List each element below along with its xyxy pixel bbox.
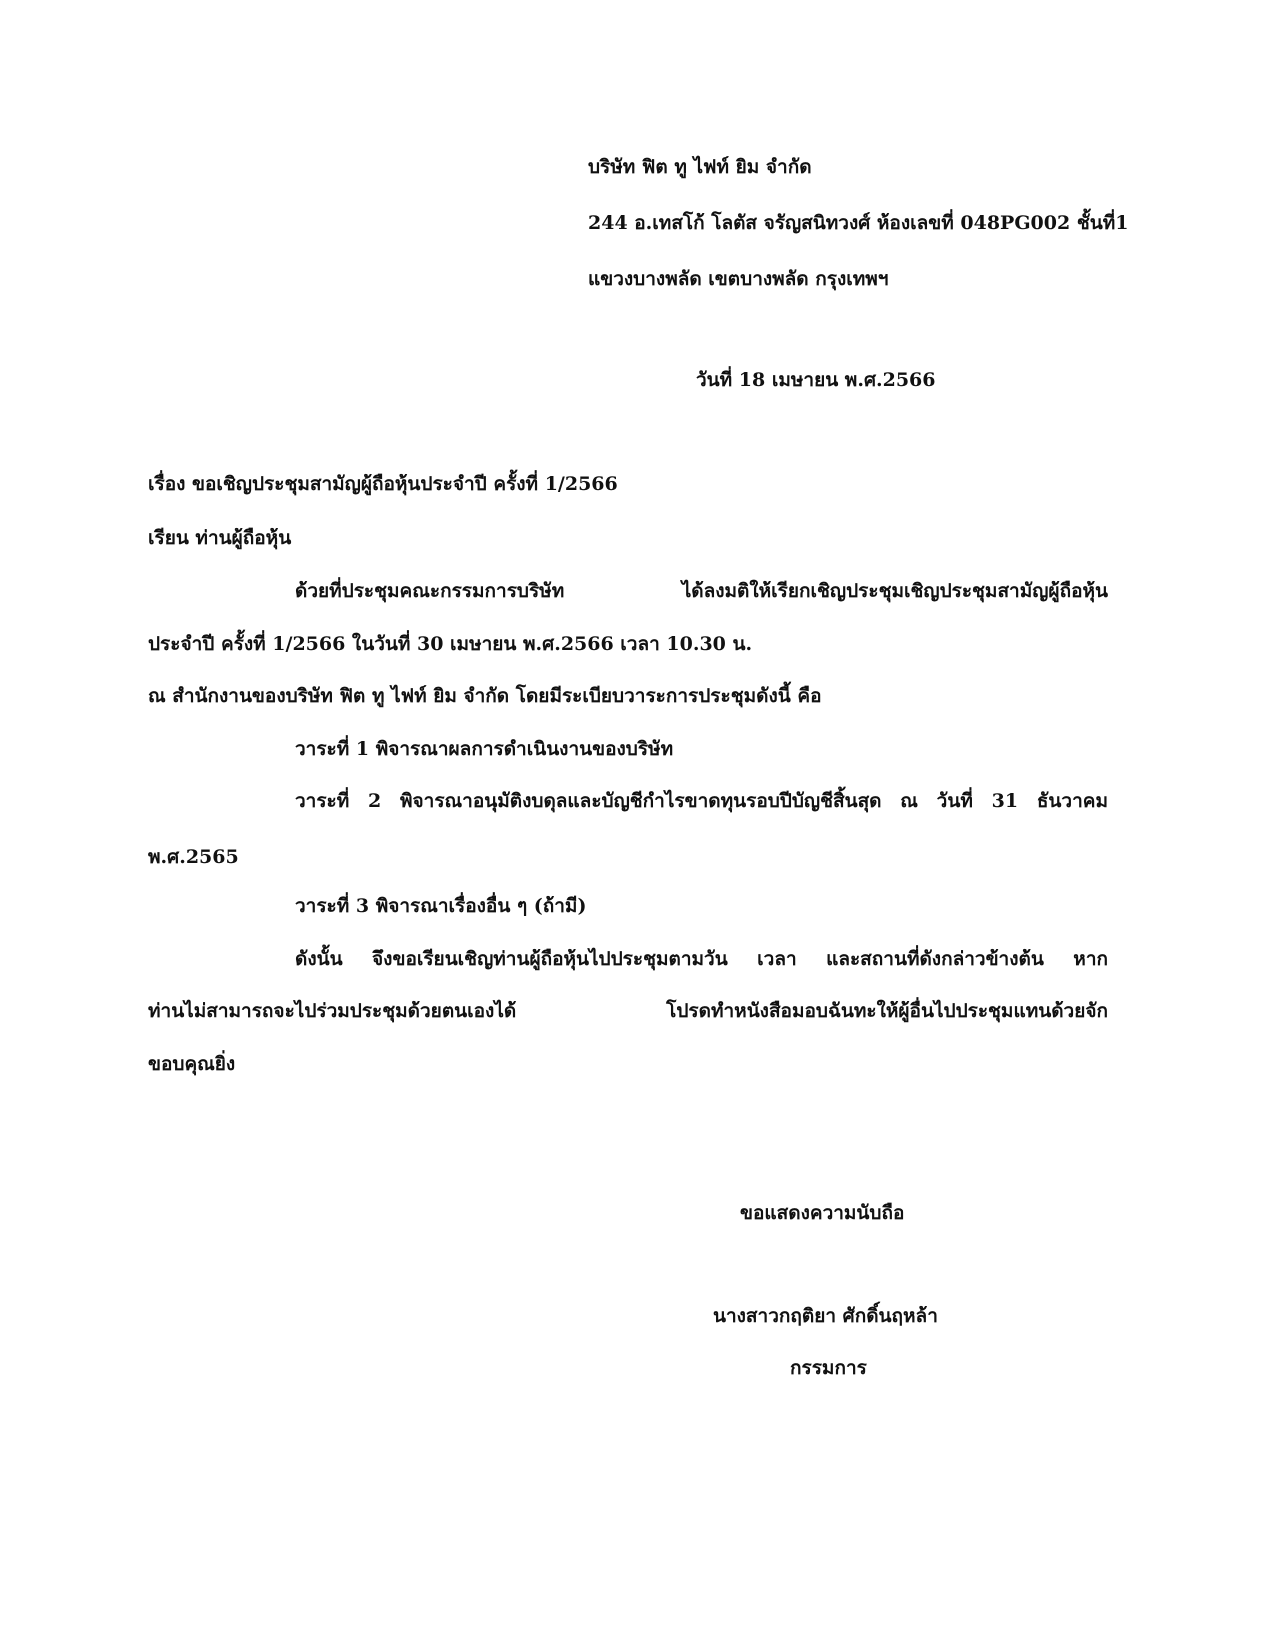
agenda-item-1: วาระที่ 1 พิจารณาผลการดำเนินงานของบริษัท: [295, 738, 674, 760]
company-address-line2: แขวงบางพลัด เขตบางพลัด กรุงเทพฯ: [588, 268, 889, 290]
body-para2-line1: ดังนั้น จึงขอเรียนเชิญท่านผู้ถือหุ้นไปประชุมตามวัน เวลา และสถานที่ดังกล่าวข้างต้น หาก: [295, 948, 1108, 970]
signatory-name: นางสาวกฤติยา ศักดิ์นฤหล้า: [713, 1305, 938, 1327]
letter-closing: ขอแสดงความนับถือ: [740, 1202, 905, 1224]
letter-recipient: เรียน ท่านผู้ถือหุ้น: [148, 527, 292, 549]
body-para2-line3: ขอบคุณยิ่ง: [148, 1053, 236, 1075]
signatory-title: กรรมการ: [790, 1357, 867, 1379]
agenda-item-2-line2: พ.ศ.2565: [148, 846, 239, 868]
agenda-item-2-line1: วาระที่ 2 พิจารณาอนุมัติงบดุลและบัญชีกำไรขาดทุนรอบปีบัญชีสิ้นสุด ณ วันที่ 31 ธันวาคม: [295, 790, 1108, 812]
body-para1-line1: ด้วยที่ประชุมคณะกรรมการบริษัท ได้ลงมติให้เรียกเชิญประชุมเชิญประชุมสามัญผู้ถือหุ้น: [295, 580, 1108, 602]
letter-subject: เรื่อง ขอเชิญประชุมสามัญผู้ถือหุ้นประจำปี ครั้งที่ 1/2566: [148, 473, 618, 495]
body-para2-line2: ท่านไม่สามารถจะไปร่วมประชุมด้วยตนเองได้ โปรดทำหนังสือมอบฉันทะให้ผู้อื่นไปประชุมแทนด้วยจัก: [148, 1000, 1108, 1022]
body-para1-line3: ณ สำนักงานของบริษัท ฟิต ทู ไฟท์ ยิม จำกัด โดยมีระเบียบวาระการประชุมดังนี้ คือ: [148, 685, 822, 707]
company-address-line1: 244 อ.เทสโก้ โลตัส จรัญสนิทวงศ์ ห้องเลขที่ 048PG002 ชั้นที่1: [588, 212, 1129, 234]
company-name: บริษัท ฟิต ทู ไฟท์ ยิม จำกัด: [588, 156, 812, 178]
letter-date: วันที่ 18 เมษายน พ.ศ.2566: [696, 369, 936, 391]
body-para1-line2: ประจำปี ครั้งที่ 1/2566 ในวันที่ 30 เมษายน พ.ศ.2566 เวลา 10.30 น.: [148, 633, 753, 655]
agenda-item-3: วาระที่ 3 พิจารณาเรื่องอื่น ๆ (ถ้ามี): [295, 895, 587, 917]
